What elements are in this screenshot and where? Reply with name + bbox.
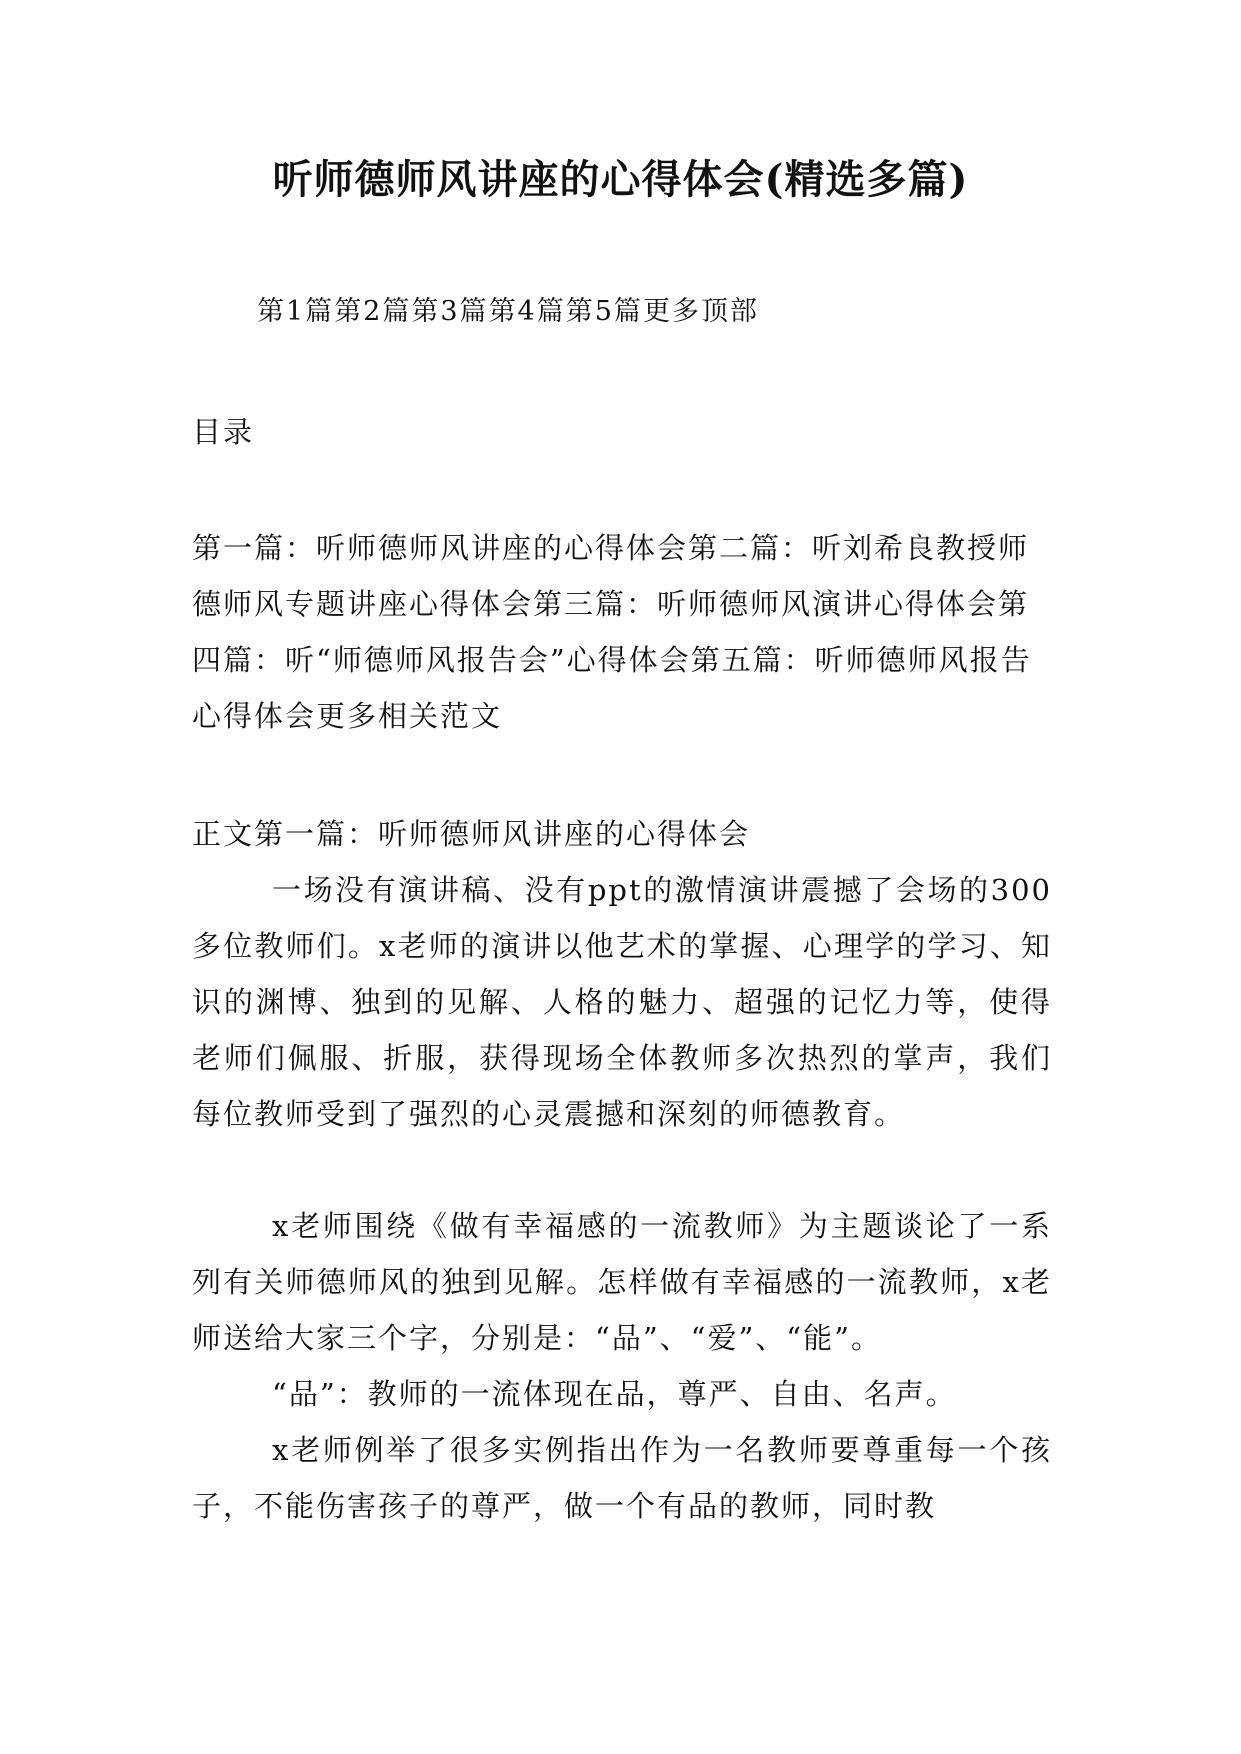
toc-item-3[interactable]: 第三篇：听师德师风演讲心得体会: [533, 587, 999, 621]
toc-item-more[interactable]: 更多相关范文: [316, 699, 503, 733]
toc-item-1[interactable]: 第一篇：听师德师风讲座的心得体会: [192, 531, 689, 565]
table-of-contents: [192, 520, 1052, 744]
body-paragraph-2: x老师围绕《做有幸福感的一流教师》为主题谈论了一系列有关师德师风的独到见解。怎样做有幸福感的一流教师，x老师送给大家三个字，分别是：“品”、“爱”、“能”。: [192, 1209, 1052, 1355]
document-title: 听师德师风讲座的心得体会(精选多篇): [272, 156, 969, 203]
toc-item-2[interactable]: 第二篇：听刘希良教授师德师风专题讲座心得体会: [192, 531, 1030, 621]
nav-link-article-5[interactable]: 第5篇: [565, 296, 643, 327]
body-paragraph-3: “品”：教师的一流体现在品，尊严、自由、名声。: [272, 1377, 957, 1411]
toc-item-5[interactable]: 第五篇：听师德师风报告心得体会: [192, 643, 1032, 733]
nav-link-article-3[interactable]: 第3篇: [411, 296, 489, 327]
body-paragraph-1: 一场没有演讲稿、没有ppt的激情演讲震撼了会场的300多位教师们。x老师的演讲以他艺术的掌握、心理学的学习、知识的渊博、独到的见解、人格的魅力、超强的记忆力等，使得老师们佩服、折服，获得现场全体教师多次热烈的掌声，我们每位教师受到了强烈的心灵震撼和深刻的师德教育。: [192, 873, 1052, 1131]
nav-link-article-4[interactable]: 第4篇: [488, 296, 566, 327]
nav-link-article-2[interactable]: 第2篇: [334, 296, 412, 327]
toc-item-4[interactable]: 第四篇：听“师德师风报告会”心得体会: [192, 587, 1030, 677]
toc-heading: 目录: [192, 415, 255, 449]
nav-link-more[interactable]: 更多: [642, 296, 701, 327]
nav-link-top[interactable]: 顶部: [700, 296, 759, 327]
body-paragraph-4: x老师例举了很多实例指出作为一名教师要尊重每一个孩子，不能伤害孩子的尊严，做一个有品的教师，同时教: [192, 1433, 1052, 1523]
article-nav: [257, 292, 759, 332]
section-heading: 正文第一篇：听师德师风讲座的心得体会: [192, 817, 751, 851]
nav-link-article-1[interactable]: 第1篇: [257, 296, 335, 327]
